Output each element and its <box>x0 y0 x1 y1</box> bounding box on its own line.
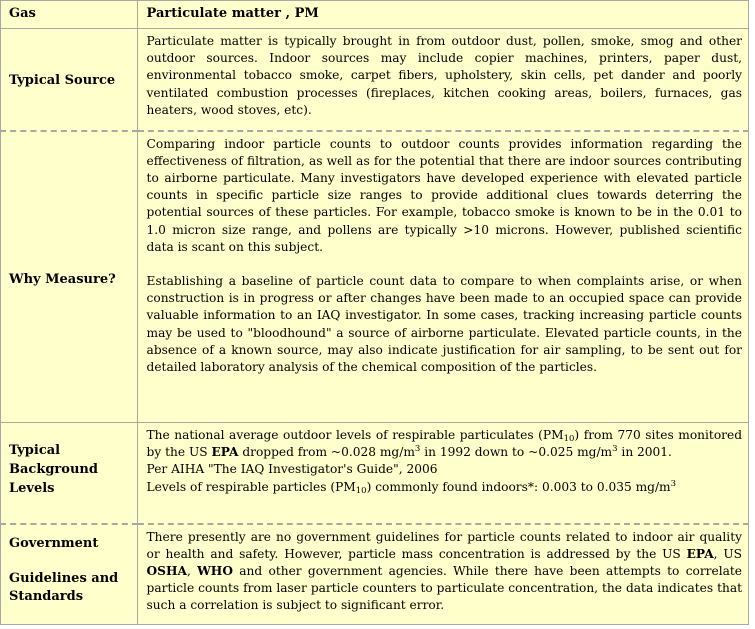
background-levels-line-2: Per AIHA "The IAQ Investigator's Guide", 2006 <box>146 462 438 477</box>
background-levels-label-line1: Typical <box>9 443 61 458</box>
government-label-line3: Standards <box>9 588 84 604</box>
background-levels-row <box>1 423 749 524</box>
why-measure-label-cell <box>1 131 138 423</box>
typical-source-content <box>137 29 748 131</box>
government-label-line2: Guidelines and <box>9 570 119 586</box>
government-row <box>1 524 749 625</box>
why-measure-label: Why Measure? <box>9 271 116 287</box>
government-label-line1: Government <box>9 535 99 551</box>
typical-source-row <box>1 29 749 131</box>
government-content <box>137 524 748 625</box>
gas-value: Particulate matter , PM <box>146 6 319 21</box>
background-levels-label-line2: Background <box>9 462 98 477</box>
gas-label-cell <box>1 1 138 29</box>
why-measure-paragraph-1: Comparing indoor particle counts to outdoor counts provides information regarding the effectiveness of filtration, as well as for the potential that there are indoor sources contributing to airborne particulate. Many investigators have developed experience with elevated particle counts in specific particle size ranges to provide additional clues towards deterring the potential sources of these particles. For example, tobacco smoke is known to be in the 0.01 to 1.0 micron size range, and pollens are typically >10 microns. However, published scientific data is scant on this subject. <box>146 136 742 254</box>
typical-source-label-cell <box>1 29 138 131</box>
gas-value-cell <box>137 1 748 29</box>
epa-abbr: EPA <box>686 546 714 561</box>
gas-row <box>1 1 749 29</box>
government-label-cell <box>1 524 138 625</box>
why-measure-content <box>137 131 748 423</box>
government-text: There presently are no government guidelines for particle counts related to indoor air quality or health and safety. However, particle mass concentration is addressed by the US EPA, US OSHA, WHO and other government agencies. While there have been attempts to correlate particle counts from laser particle counters to particulate concentration, the data indicates that such a correlation is subject to significant error. <box>146 529 742 613</box>
background-levels-label-cell <box>1 423 138 524</box>
why-measure-paragraph-2: Establishing a baseline of particle count data to compare to when complaints arise, or when construction is in progress or after changes have been made to an occupied space can provide valuable information to an IAQ investigator. In some cases, tracking increasing particle counts may be used to "bloodhound" a source of airborne particulate. Elevated particle counts, in the absence of a known source, may also indicate justification for air sampling, to be sent out for detailed laboratory analysis of the chemical composition of the particles. <box>146 273 742 374</box>
epa-abbr: EPA <box>211 445 239 460</box>
typical-source-label: Typical Source <box>9 73 116 88</box>
typical-source-text: Particulate matter is typically brought in from outdoor dust, pollen, smoke, smog and other outdoor sources. Indoor sources may include copier machines, printers, paper dust, environmental tobacco smoke, carpet fibers, upholstery, skin cells, pet dander and poorly ventilated combustion processes (fireplaces, kitchen cooking areas, boilers, furnaces, gas heaters, wood stoves, etc). <box>146 34 742 117</box>
background-levels-line-1: The national average outdoor levels of respirable particulates $(PM_{10})$ from 770 sites monitored by the US EPA dropped from ~0.028 $mg/m^3$ in 1992 down to ~0.025 $mg/m^3$ in 2001. <box>146 428 742 460</box>
who-abbr: WHO <box>197 563 233 578</box>
background-levels-content <box>137 423 748 524</box>
gas-label: Gas <box>9 6 36 21</box>
background-levels-line-3: Levels of respirable particles $(PM_{10})$ commonly found indoors*: 0.003 to 0.035 $mg/m^3$ <box>146 478 677 496</box>
why-measure-row <box>1 131 749 423</box>
osha-abbr: OSHA <box>146 563 187 578</box>
background-levels-label-line3: Levels <box>9 481 55 496</box>
